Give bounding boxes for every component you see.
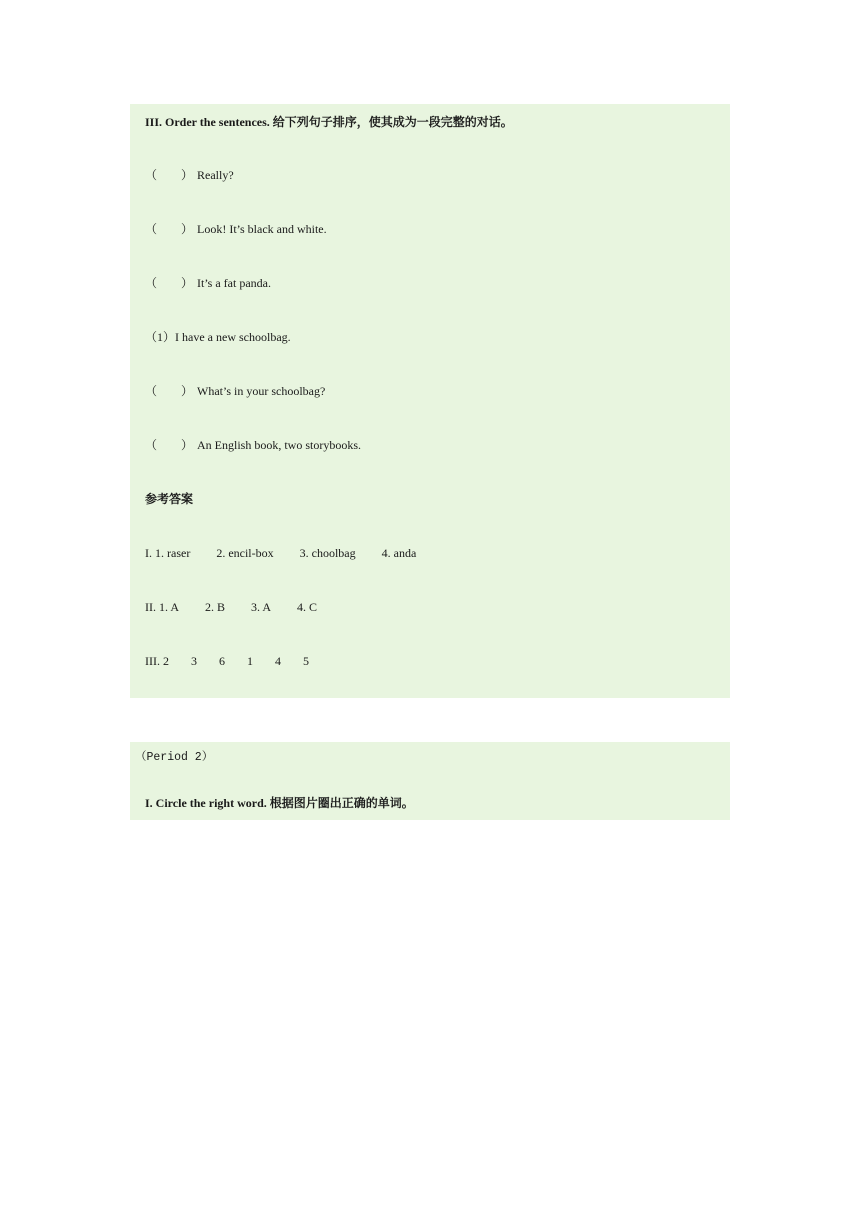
order-blank[interactable]: （ ）	[145, 438, 194, 452]
order-number: （1）	[145, 330, 176, 344]
answers-heading: 参考答案	[145, 492, 194, 506]
sentence-item	[145, 221, 327, 237]
order-blank[interactable]: （ ）	[145, 222, 194, 236]
answer-item: III. 2	[145, 654, 169, 668]
answer-item: 4. anda	[381, 546, 417, 560]
section-heading	[145, 114, 513, 130]
answer-line-1	[145, 545, 416, 561]
sentence-text: What’s in your schoolbag?	[197, 384, 326, 398]
answer-item: 2. encil-box	[216, 546, 274, 560]
sentence-text: An English book, two storybooks.	[197, 438, 362, 452]
period-panel	[130, 742, 730, 820]
answer-item: 6	[219, 654, 225, 668]
sentence-item	[145, 275, 271, 291]
period-label: （Period 2）	[135, 751, 214, 764]
answer-item: I. 1. raser	[145, 546, 191, 560]
answer-item: 4	[275, 654, 281, 668]
answer-item: 5	[303, 654, 309, 668]
answer-item: 4. C	[297, 600, 318, 614]
section-heading	[145, 795, 414, 811]
answer-line-2	[145, 599, 317, 615]
answer-item: 3. choolbag	[299, 546, 356, 560]
sentence-item	[145, 167, 234, 183]
exercise-panel	[130, 104, 730, 698]
section-title: III. Order the sentences.	[145, 115, 270, 129]
section-title-cn: 给下列句子排序，使其成为一段完整的对话。	[272, 115, 513, 129]
answer-item: 1	[247, 654, 253, 668]
sentence-item	[145, 383, 325, 399]
order-blank[interactable]: （ ）	[145, 168, 194, 182]
sentence-text: It’s a fat panda.	[197, 276, 271, 290]
order-blank[interactable]: （ ）	[145, 276, 194, 290]
order-blank[interactable]: （ ）	[145, 384, 194, 398]
answer-line-3	[145, 653, 309, 669]
answer-item: 3. A	[251, 600, 272, 614]
answer-item: 3	[191, 654, 197, 668]
section-title-cn: 根据图片圈出正确的单词。	[269, 796, 414, 810]
sentence-text: Really?	[197, 168, 234, 182]
sentence-item	[145, 329, 291, 345]
sentence-text: Look! It’s black and white.	[197, 222, 327, 236]
answer-item: 2. B	[205, 600, 226, 614]
answer-item: II. 1. A	[145, 600, 179, 614]
section-title: I. Circle the right word.	[145, 796, 267, 810]
sentence-item	[145, 437, 361, 453]
sentence-text: I have a new schoolbag.	[175, 330, 291, 344]
